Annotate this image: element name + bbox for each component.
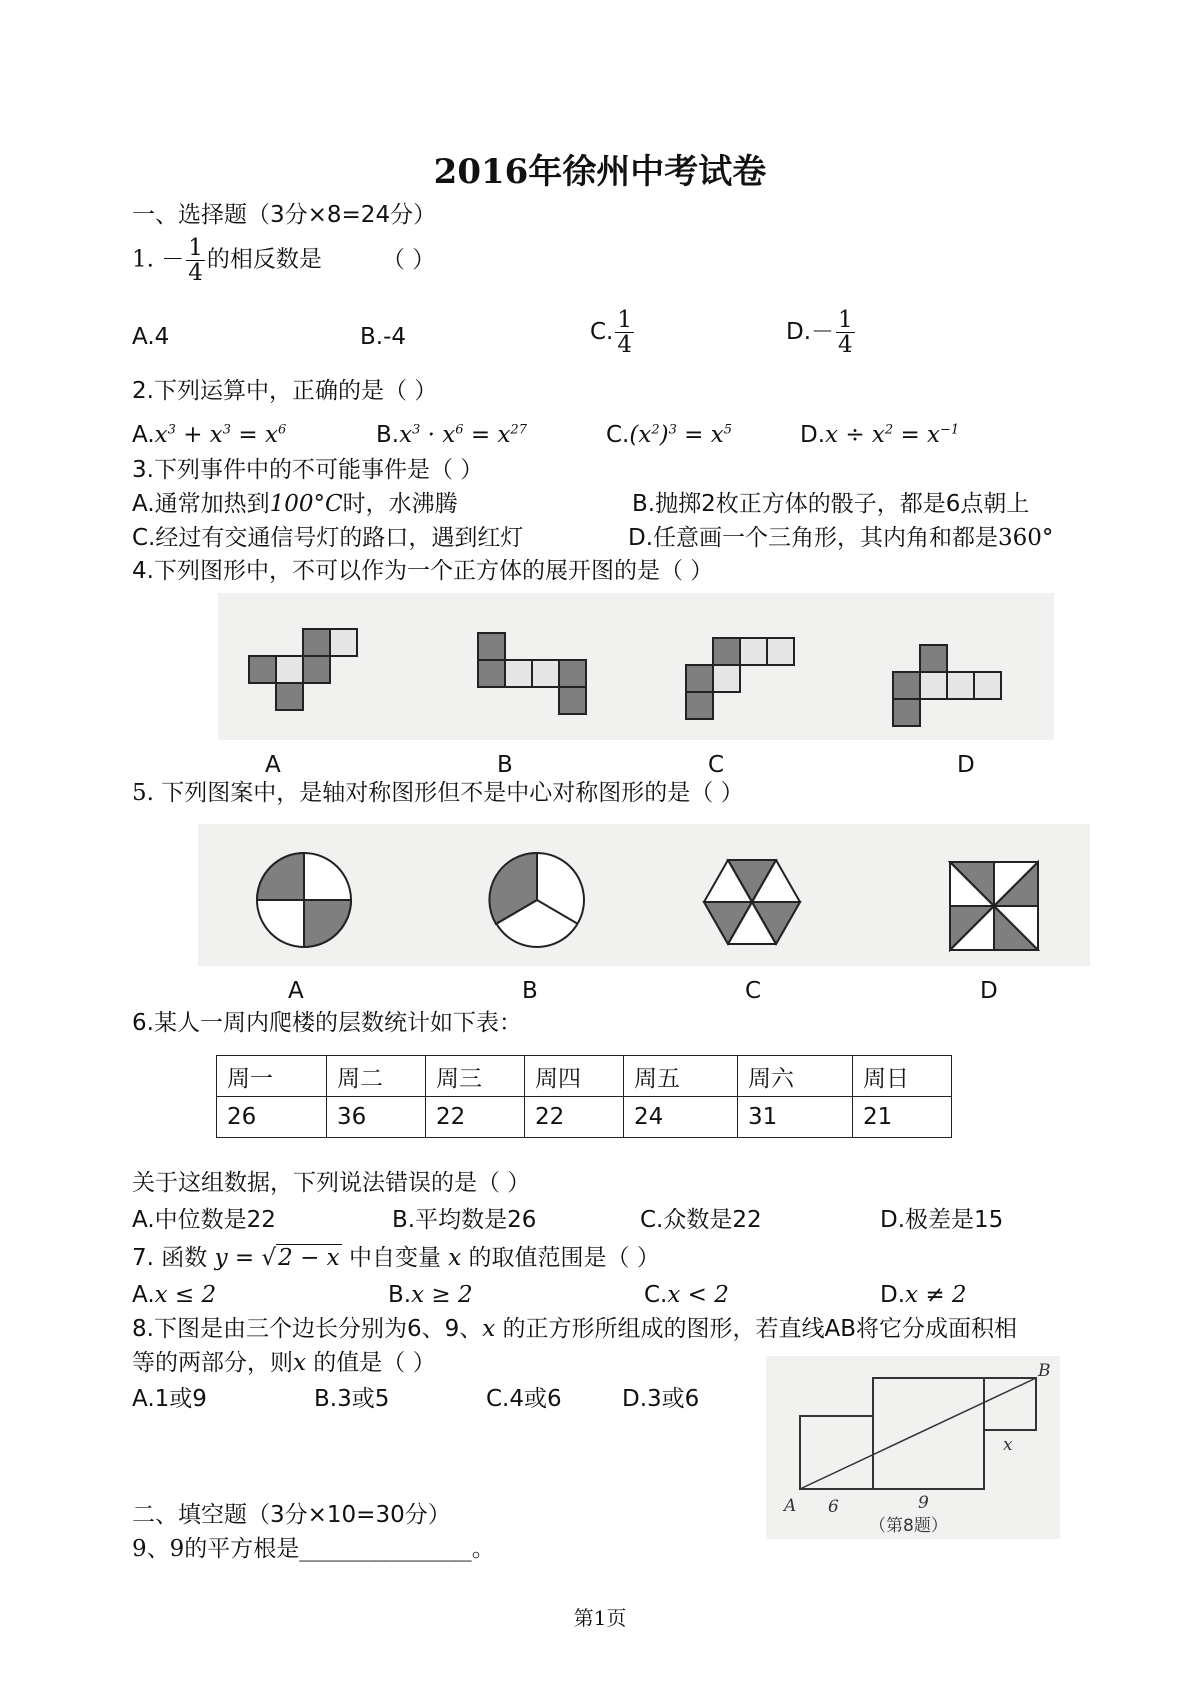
- question-8-line1: 8.下图是由三个边长分别为6、9、x 的正方形所组成的图形，若直线AB将它分成面积相: [132, 1316, 1018, 1342]
- squares-figure: [766, 1356, 1060, 1539]
- q2-option-b: $B.x^3 \cdot x^6 = x^{27}$: [376, 422, 527, 448]
- table-row: [217, 1097, 952, 1138]
- q5-label-a: A: [288, 978, 304, 1004]
- table-cell: 36: [327, 1097, 426, 1138]
- table-header: 周六: [738, 1056, 853, 1097]
- table-header-row: [217, 1056, 952, 1097]
- q5-label-d: D: [980, 978, 998, 1004]
- side-x-label: x: [1003, 1435, 1013, 1455]
- q7-option-c: C.x < 2: [644, 1282, 729, 1308]
- question-1-stem: 1. － $\frac{1}{4}$ 的相反数是 （ ）: [132, 235, 436, 287]
- side-6-label: 6: [828, 1497, 839, 1517]
- symmetry-figure: [198, 824, 1090, 966]
- symmetry-svg: [198, 824, 1090, 966]
- section-heading: 二、填空题（3分×10=30分）: [132, 1502, 451, 1528]
- table-header: 周三: [426, 1056, 525, 1097]
- question-8-line2: 等的两部分，则x 的值是（ ）: [132, 1350, 436, 1376]
- question-3-stem: 3.下列事件中的不可能事件是（ ）: [132, 457, 484, 483]
- squares-svg: [766, 1356, 1060, 1539]
- table-cell: 21: [853, 1097, 952, 1138]
- cube-nets-figure: [218, 593, 1054, 740]
- side-9-label: 9: [918, 1493, 929, 1513]
- table-cell: 22: [426, 1097, 525, 1138]
- question-5-stem: 5. 下列图案中，是轴对称图形但不是中心对称图形的是（ ）: [132, 780, 744, 806]
- q1-option-a: A.4: [132, 324, 170, 350]
- q6-option-d: D.极差是15: [880, 1207, 1004, 1233]
- q2-option-c: $C.(x^2)^3 = x^5$: [606, 422, 733, 448]
- table-cell: 26: [217, 1097, 327, 1138]
- cube-nets-svg: [218, 593, 1054, 740]
- q6-question: 关于这组数据，下列说法错误的是（ ）: [132, 1170, 531, 1196]
- q1-option-d: D.－ $\frac{1}{4}$: [786, 307, 853, 359]
- fraction: $\frac{1}{4}$: [188, 235, 203, 287]
- q3-option-a: A.通常加热到100°C时，水沸腾: [132, 491, 458, 517]
- question-4-stem: 4.下列图形中，不可以作为一个正方体的展开图的是（ ）: [132, 558, 714, 584]
- q8-option-c: C.4或6: [486, 1386, 562, 1412]
- q3-option-c: C.经过有交通信号灯的路口，遇到红灯: [132, 525, 524, 551]
- section-heading: 一、选择题（3分×8=24分）: [132, 202, 437, 228]
- table-header: 周二: [327, 1056, 426, 1097]
- q2-option-a: $A.x^3 + x^3 = x^6$: [132, 422, 287, 448]
- page-title: 2016年徐州中考试卷: [433, 152, 767, 192]
- q3-option-d: D.任意画一个三角形，其内角和都是360°: [628, 525, 1054, 551]
- q7-option-b: B.x ≥ 2: [388, 1282, 473, 1308]
- q5-label-b: B: [522, 978, 538, 1004]
- page-number: 第1页: [573, 1606, 627, 1630]
- q4-label-a: A: [265, 752, 281, 778]
- q5-label-c: C: [745, 978, 762, 1004]
- table-cell: 24: [624, 1097, 738, 1138]
- point-a-label: A: [784, 1496, 797, 1516]
- question-6-stem: 6.某人一周内爬楼的层数统计如下表：: [132, 1010, 522, 1036]
- q3-option-b: B.抛掷2枚正方体的骰子，都是6点朝上: [632, 491, 1030, 517]
- table-header: 周日: [853, 1056, 952, 1097]
- q1-option-c: C. $\frac{1}{4}$: [590, 307, 633, 359]
- table-header: 周四: [525, 1056, 624, 1097]
- q4-label-c: C: [708, 752, 725, 778]
- table-cell: 31: [738, 1097, 853, 1138]
- q7-option-a: A.x ≤ 2: [132, 1282, 217, 1308]
- point-b-label: B: [1038, 1361, 1051, 1381]
- q6-option-a: A.中位数是22: [132, 1207, 276, 1233]
- question-2-stem: 2.下列运算中，正确的是（ ）: [132, 378, 438, 404]
- sqrt-symbol: √: [261, 1245, 277, 1271]
- q6-option-b: B.平均数是26: [392, 1207, 537, 1233]
- question-7-stem: 7. 函数 y = √2 − x 中自变量 x 的取值范围是（ ）: [132, 1245, 660, 1271]
- q7-option-d: D.x ≠ 2: [880, 1282, 967, 1308]
- q6-option-c: C.众数是22: [640, 1207, 762, 1233]
- q2-option-d: $D.x \div x^2 = x^{-1}$: [800, 422, 960, 448]
- floor-count-table: [216, 1055, 952, 1138]
- q4-label-b: B: [497, 752, 513, 778]
- table-header: 周一: [217, 1056, 327, 1097]
- q4-label-d: D: [957, 752, 975, 778]
- q1-option-b: B.-4: [360, 324, 407, 350]
- table-header: 周五: [624, 1056, 738, 1097]
- table-cell: 22: [525, 1097, 624, 1138]
- q8-option-b: B.3或5: [314, 1386, 390, 1412]
- q8-option-d: D.3或6: [622, 1386, 700, 1412]
- figure-caption: （第8题）: [869, 1516, 948, 1536]
- q8-option-a: A.1或9: [132, 1386, 207, 1412]
- question-9: 9、9的平方根是_______________。: [132, 1536, 495, 1562]
